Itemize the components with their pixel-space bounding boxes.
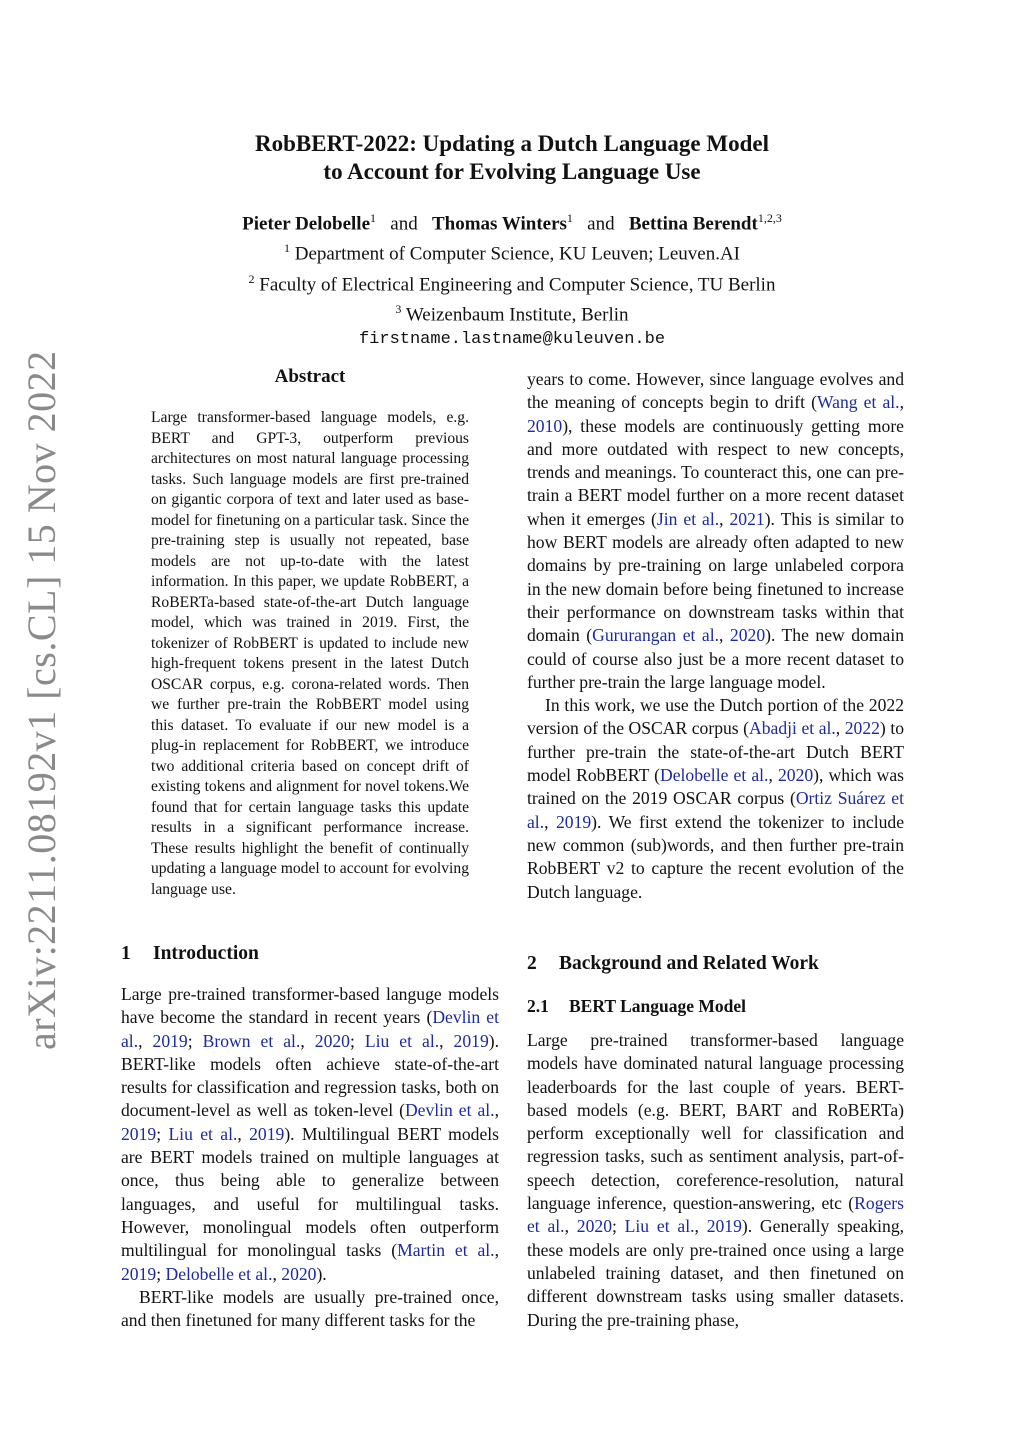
- text-run: ,: [237, 1123, 250, 1144]
- text-run: ).: [316, 1263, 327, 1284]
- text-run: Large pre-trained transformer-based language models have dominated natural language processing leaderboards for the last couple of years. BERT-based models (e.g. BERT, BART and RoBERTa) perform exceptionally well for classification and regression tasks, such as sentiment analysis, part-of-speech detection, coreference-resolution, natural language inference, question-answering, etc (: [527, 1030, 904, 1214]
- affiliation: [0, 236, 1024, 266]
- citation-link[interactable]: Ortiz Suárez et al.: [527, 788, 904, 832]
- affil-text: Faculty of Electrical Engineering and Computer Science, TU Berlin: [259, 273, 776, 295]
- author-block: [0, 206, 1024, 352]
- text-run: ;: [349, 1030, 365, 1051]
- citation-link[interactable]: 2010: [527, 415, 563, 436]
- text-run: BERT-like models are usually pre-trained once, and then finetuned for many different tasks for the: [121, 1286, 499, 1331]
- affil-sup: 3: [395, 301, 402, 316]
- citation-link[interactable]: 2019: [453, 1030, 489, 1051]
- text-run: ) to further pre-train the state-of-the-art Dutch BERT model RobBERT (: [527, 718, 904, 786]
- author-name: Bettina Berendt: [628, 213, 758, 235]
- author-affil-sup: 1: [370, 211, 377, 225]
- affil-sup: 1: [283, 241, 290, 256]
- text-run: ,: [899, 392, 904, 413]
- citation-link[interactable]: Brown et al.: [202, 1030, 301, 1051]
- text-run: ), which was trained on the 2019 OSCAR corpus (: [527, 765, 905, 809]
- affil-text: Weizenbaum Institute, Berlin: [405, 304, 629, 326]
- text-run: ;: [156, 1263, 166, 1284]
- right-column-body: [527, 368, 904, 904]
- text-run: ,: [544, 811, 556, 832]
- subsection-number: 2.1: [527, 996, 549, 1016]
- section-number: 1: [121, 943, 131, 964]
- subsection-title: BERT Language Model: [569, 996, 747, 1016]
- citation-link[interactable]: Martin et al.: [397, 1240, 495, 1261]
- text-run: ,: [835, 718, 845, 739]
- affiliation: [0, 297, 1024, 327]
- text-run: ,: [494, 1240, 499, 1261]
- text-run: ). Multilingual BERT models are BERT models trained on multiple languages at once, thus being able to generalize between languages, and useful for multilingual tasks. However, monolingual models often outperform multilingual for monolingual tasks (: [121, 1123, 499, 1261]
- abstract-body: Large transformer-based language models, e.g. BERT and GPT-3, outperform previous architectures on most natural language processing tasks. Such language models are first pre-trained on gigantic corpora of text and later used as base-model for finetuning on a particular task. Since the pre-training step is usually not repeated, base models are not up-to-date with the latest information. In this paper, we update RobBERT, a RoBERTa-based state-of-the-art Dutch language model, which was trained in 2019. First, the tokenizer of RobBERT is updated to include new high-frequent tokens present in the latest Dutch OSCAR corpus, e.g. corona-related words. Then we further pre-train the RobBERT model using this dataset. To evaluate if our new model is a plug-in replacement for RobBERT, we introduce two additional criteria based on concept drift of existing tokens and alignment for novel tokens.We found that for certain language tasks this update results in a significant performance increase. These results highlight the benefit of continually updating a language model to account for evolving language use.: [151, 409, 469, 898]
- text-run: ,: [439, 1030, 454, 1051]
- text-run: ,: [694, 1216, 707, 1237]
- and-word: and: [390, 213, 418, 235]
- author-name: Thomas Winters: [431, 213, 567, 235]
- citation-link[interactable]: 2019: [121, 1123, 157, 1144]
- citation-link[interactable]: Abadji et al.: [749, 718, 836, 739]
- text-run: ,: [719, 625, 730, 646]
- email: firstname.lastname@kuleuven.be: [358, 330, 666, 350]
- text-run: Large pre-trained transformer-based languge models have become the standard in recent years (: [121, 984, 499, 1028]
- title-line-2: to Account for Evolving Language Use: [323, 159, 701, 184]
- paragraph: [121, 1286, 499, 1333]
- citation-link[interactable]: 2019: [152, 1030, 188, 1051]
- text-run: ;: [156, 1123, 169, 1144]
- section-heading-introduction: [121, 943, 259, 965]
- author-list: [0, 206, 1024, 236]
- citation-link[interactable]: Rogers et al.: [527, 1193, 904, 1237]
- citation-link[interactable]: 2019: [121, 1263, 157, 1284]
- paragraph: [527, 1029, 904, 1332]
- text-run: ,: [494, 1100, 499, 1121]
- section-title: Background and Related Work: [559, 953, 819, 974]
- text-run: ). We first extend the tokenizer to include new common (sub)words, and then further pre-train RobBERT v2 to capture the recent evolution of the Dutch language.: [527, 811, 905, 902]
- text-run: ;: [611, 1216, 625, 1237]
- text-run: ). This is similar to how BERT models are already often adapted to new domains by pre-training on large unlabeled corpora in the new domain before being finetuned to increase their performance on downstream tasks within that domain (: [527, 508, 904, 646]
- citation-link[interactable]: Delobelle et al.: [165, 1263, 273, 1284]
- text-run: ). The new domain could of course also just be a more recent dataset to further pre-train the large language model.: [527, 625, 905, 692]
- title-line-1: RobBERT-2022: Updating a Dutch Language Model: [254, 131, 769, 156]
- citation-link[interactable]: 2020: [777, 765, 814, 786]
- author-name: Pieter Delobelle: [242, 213, 371, 235]
- text-run: ;: [187, 1030, 203, 1051]
- text-run: ,: [272, 1263, 282, 1284]
- affil-text: Department of Computer Science, KU Leuven; Leuven.AI: [294, 243, 741, 265]
- paragraph: [527, 694, 904, 904]
- citation-link[interactable]: Devlin et al.: [404, 1100, 495, 1121]
- affil-sup: 2: [248, 271, 255, 286]
- citation-link[interactable]: 2020: [729, 625, 766, 646]
- text-run: ,: [564, 1216, 577, 1237]
- citation-link[interactable]: Wang et al.: [816, 392, 900, 413]
- arxiv-identifier: arXiv:2211.08192v1 [cs.CL] 15 Nov 2022: [19, 350, 64, 1050]
- citation-link[interactable]: Devlin et al.: [121, 1007, 500, 1051]
- section-number: 2: [527, 953, 537, 974]
- text-run: ,: [300, 1030, 315, 1051]
- section-heading-background: [527, 953, 819, 975]
- citation-link[interactable]: 2020: [281, 1263, 317, 1284]
- left-column-body: [121, 983, 499, 1332]
- citation-link[interactable]: 2022: [844, 718, 880, 739]
- citation-link[interactable]: Delobelle et al.: [660, 765, 769, 786]
- paragraph: [527, 368, 904, 694]
- text-run: ,: [138, 1030, 153, 1051]
- citation-link[interactable]: 2019: [706, 1216, 742, 1237]
- citation-link[interactable]: Gururangan et al.: [592, 625, 719, 646]
- citation-link[interactable]: Liu et al.: [364, 1030, 440, 1051]
- paper-title: [0, 130, 1024, 186]
- text-run: ). Generally speaking, these models are only pre-trained once using a large unlabeled training dataset, and then finetuned on different downstream tasks using smaller datasets. During the pre-training phase,: [527, 1216, 905, 1330]
- abstract-heading: Abstract: [274, 366, 346, 387]
- author-affil-sup: 1: [566, 211, 573, 225]
- and-word: and: [587, 213, 615, 235]
- text-run: ), these models are continuously getting more and more outdated with respect to new concepts, trends and meanings. To counteract this, one can pre-train a BERT model further on a more recent dataset when it emerges (: [527, 415, 904, 529]
- section-title: Introduction: [153, 943, 259, 964]
- subsection-heading-bert: [527, 996, 746, 1017]
- text-run: In this work, we use the Dutch portion of the 2022 version of the OSCAR corpus (: [527, 695, 904, 739]
- citation-link[interactable]: 2019: [249, 1123, 285, 1144]
- paragraph: [121, 983, 499, 1286]
- citation-link[interactable]: 2021: [729, 508, 765, 529]
- right-column-body-2: [527, 1029, 904, 1332]
- text-run: ,: [719, 508, 730, 529]
- citation-link[interactable]: 2020: [314, 1030, 350, 1051]
- text-run: years to come. However, since language evolves and the meaning of concepts begin to drift (: [527, 369, 904, 413]
- affiliation: [0, 267, 1024, 297]
- citation-link[interactable]: Liu et al.: [168, 1123, 238, 1144]
- author-affil-sup: 1,2,3: [757, 211, 782, 225]
- text-run: ,: [768, 765, 778, 786]
- citation-link[interactable]: 2020: [576, 1216, 612, 1237]
- citation-link[interactable]: Liu et al.: [624, 1216, 695, 1237]
- text-run: ). BERT-like models often achieve state-of-the-art results for classification and regression tasks, both on document-level as well as token-level (: [121, 1030, 499, 1121]
- citation-link[interactable]: 2019: [555, 811, 592, 832]
- citation-link[interactable]: Jin et al.: [656, 508, 720, 529]
